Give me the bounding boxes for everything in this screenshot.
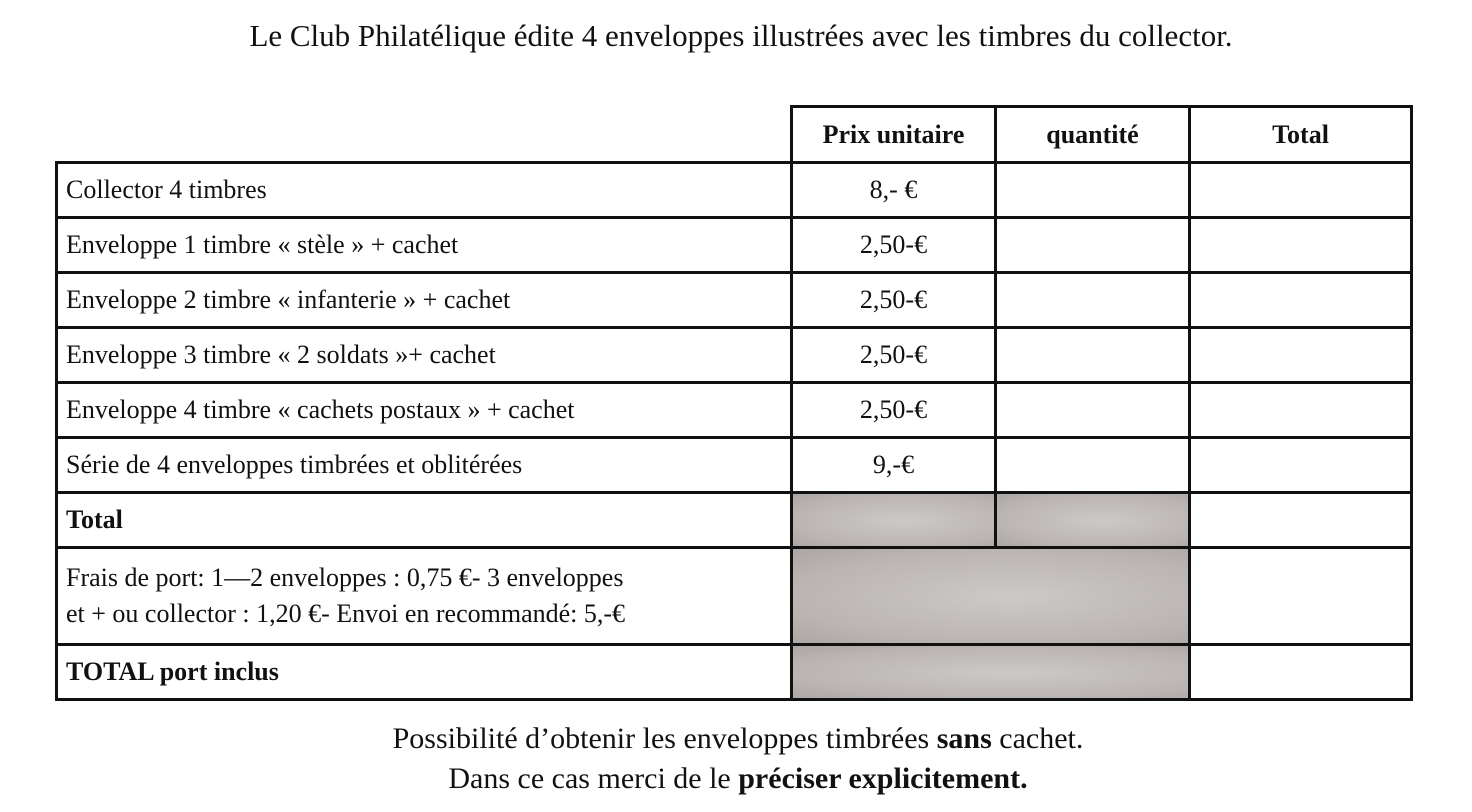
- item-label: Collector 4 timbres: [57, 163, 792, 218]
- item-price: 2,50-€: [792, 273, 996, 328]
- total-cell[interactable]: [1190, 218, 1412, 273]
- quantity-cell[interactable]: [996, 328, 1190, 383]
- item-price: 9,-€: [792, 438, 996, 493]
- total-row: [57, 493, 1412, 548]
- total-port-cell[interactable]: [1190, 645, 1412, 700]
- total-cell[interactable]: [1190, 163, 1412, 218]
- item-price: 2,50-€: [792, 218, 996, 273]
- table-row: [57, 273, 1412, 328]
- quantity-cell[interactable]: [996, 273, 1190, 328]
- table-row: [57, 383, 1412, 438]
- item-label: Enveloppe 3 timbre « 2 soldats »+ cachet: [57, 328, 792, 383]
- quantity-cell[interactable]: [996, 163, 1190, 218]
- table-row: [57, 218, 1412, 273]
- total-port-row: [57, 645, 1412, 700]
- item-price: 2,50-€: [792, 328, 996, 383]
- header-quantite: quantité: [996, 107, 1190, 163]
- quantity-cell[interactable]: [996, 438, 1190, 493]
- grand-total-cell[interactable]: [1190, 493, 1412, 548]
- table-row: [57, 163, 1412, 218]
- footer-text: Possibilité d’obtenir les enveloppes timbrées: [392, 722, 937, 755]
- footer-text: Dans ce cas merci de le: [448, 762, 739, 795]
- header-row: [57, 107, 1412, 163]
- shaded-cell: [792, 493, 996, 548]
- item-price: 8,- €: [792, 163, 996, 218]
- shaded-cell: [996, 493, 1190, 548]
- total-cell[interactable]: [1190, 273, 1412, 328]
- total-cell[interactable]: [1190, 438, 1412, 493]
- total-cell[interactable]: [1190, 328, 1412, 383]
- footer-line-1: [0, 722, 1472, 756]
- order-table: [55, 105, 1413, 701]
- footer-emphasis: préciser explicitement.: [738, 762, 1028, 795]
- shipping-row: [57, 548, 1412, 645]
- total-cell[interactable]: [1190, 383, 1412, 438]
- footer-text: cachet.: [991, 722, 1084, 755]
- shipping-total-cell[interactable]: [1190, 548, 1412, 645]
- shipping-label: [57, 548, 792, 645]
- shaded-cell: [792, 645, 1190, 700]
- total-port-label: TOTAL port inclus: [57, 645, 792, 700]
- header-prix-unitaire: Prix unitaire: [792, 107, 996, 163]
- footer-emphasis: sans: [936, 722, 992, 755]
- item-label: Enveloppe 2 timbre « infanterie » + cachet: [57, 273, 792, 328]
- table-row: [57, 438, 1412, 493]
- header-blank-cell: [57, 107, 792, 163]
- page-title: Le Club Philatélique édite 4 enveloppes illustrées avec les timbres du collector.: [249, 18, 1233, 53]
- table-row: [57, 328, 1412, 383]
- shipping-line-1: Frais de port: 1—2 enveloppes : 0,75 €- 3 enveloppes: [66, 563, 624, 592]
- shaded-cell: [792, 548, 1190, 645]
- shipping-line-2: et + ou collector : 1,20 €- Envoi en recommandé: 5,-€: [66, 599, 626, 628]
- quantity-cell[interactable]: [996, 383, 1190, 438]
- header-total: Total: [1190, 107, 1412, 163]
- item-label: Enveloppe 1 timbre « stèle » + cachet: [57, 218, 792, 273]
- total-label: Total: [57, 493, 792, 548]
- footer-line-2: [0, 762, 1472, 796]
- item-price: 2,50-€: [792, 383, 996, 438]
- quantity-cell[interactable]: [996, 218, 1190, 273]
- item-label: Enveloppe 4 timbre « cachets postaux » + cachet: [57, 383, 792, 438]
- item-label: Série de 4 enveloppes timbrées et oblitérées: [57, 438, 792, 493]
